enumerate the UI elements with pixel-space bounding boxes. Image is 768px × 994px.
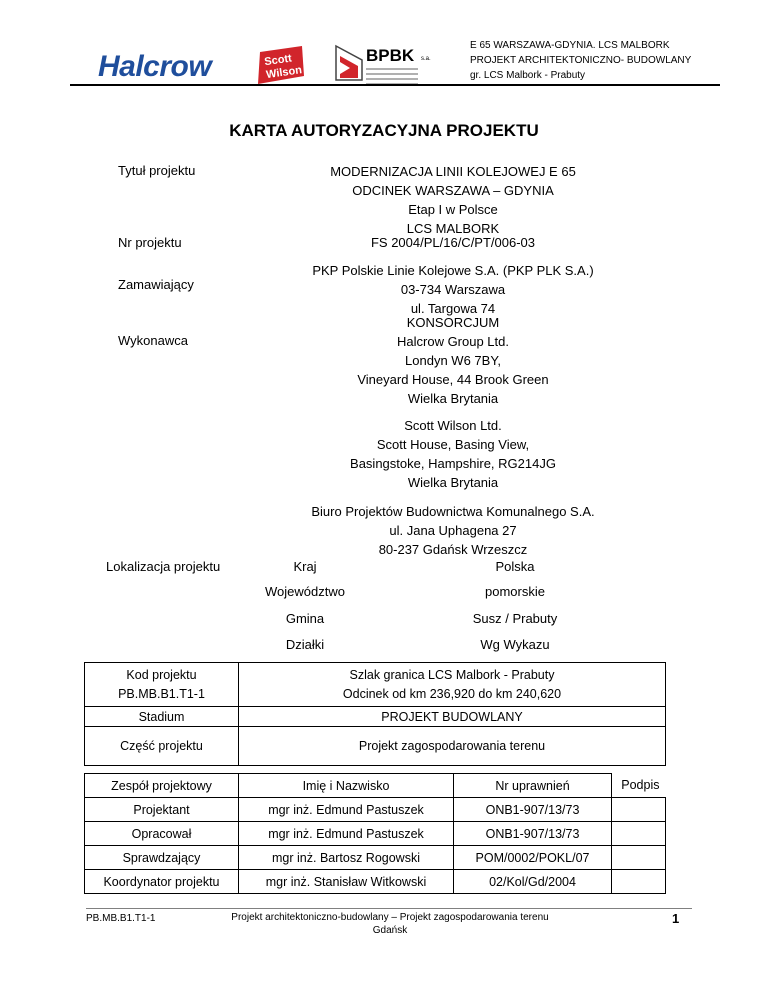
- team-cell: Sprawdzający: [85, 846, 239, 870]
- value-zamawiajacy: [253, 261, 653, 318]
- signature-cell: [612, 798, 666, 822]
- kod-value-line: Odcinek od km 236,920 do km 240,620: [342, 686, 562, 701]
- table-row: [85, 846, 666, 870]
- team-cell: ONB1-907/13/73: [454, 822, 612, 846]
- page-number: 1: [672, 911, 680, 926]
- czesc-label: Część projektu: [85, 727, 239, 766]
- halcrow-logo: Halcrow: [98, 50, 212, 83]
- lokalizacja-value: Susz / Prabuty: [472, 611, 558, 626]
- value-wykonawca-bpbk: [253, 502, 653, 559]
- bpbk-logo-suffix: s.a.: [421, 56, 431, 62]
- team-cell: ONB1-907/13/73: [454, 798, 612, 822]
- wykonawca-line: ul. Jana Uphagena 27: [389, 523, 517, 538]
- lokalizacja-value: Wg Wykazu: [480, 637, 550, 652]
- footer-desc-line: Projekt architektoniczno-budowlany – Projekt zagospodarowania terenu: [231, 912, 549, 923]
- wykonawca-line: Scott House, Basing View,: [376, 437, 530, 452]
- scott-wilson-logo: [256, 46, 306, 84]
- table-row: [85, 870, 666, 894]
- label-nr-projektu: Nr projektu: [118, 235, 182, 250]
- footer-divider: [86, 908, 692, 909]
- team-header-cell: Nr uprawnień: [454, 774, 612, 798]
- header-line-2: PROJEKT ARCHITEKTONICZNO- BUDOWLANY: [470, 55, 692, 66]
- header-line-3: gr. LCS Malbork - Prabuty: [470, 70, 586, 81]
- kod-label-text: Kod projektu: [126, 667, 197, 682]
- bpbk-logo-lines: [366, 65, 418, 85]
- table-row: [85, 798, 666, 822]
- team-cell: mgr inż. Edmund Pastuszek: [239, 798, 454, 822]
- label-wykonawca: Wykonawca: [118, 333, 188, 348]
- table-row: [85, 707, 666, 727]
- wykonawca-line: Biuro Projektów Budownictwa Komunalnego S.A.: [311, 504, 595, 519]
- wykonawca-line: Halcrow Group Ltd.: [397, 334, 509, 349]
- signature-cell: [612, 822, 666, 846]
- tytul-line: LCS MALBORK: [406, 221, 500, 236]
- footer-code: PB.MB.B1.T1-1: [86, 913, 156, 924]
- page-title: KARTA AUTORYZACYJNA PROJEKTU: [229, 121, 539, 140]
- table-row: [85, 727, 666, 766]
- wykonawca-line: Wielka Brytania: [407, 391, 499, 406]
- team-header-cell: Zespół projektowy: [85, 774, 239, 798]
- stadium-value: PROJEKT BUDOWLANY: [239, 707, 666, 727]
- bpbk-emblem-icon: [334, 44, 364, 82]
- tytul-line: MODERNIZACJA LINII KOLEJOWEJ E 65: [330, 164, 576, 179]
- value-nr-projektu: FS 2004/PL/16/C/PT/006-03: [370, 235, 536, 250]
- kod-value-line: Szlak granica LCS Malbork - Prabuty: [349, 667, 555, 682]
- label-lokalizacja: Lokalizacja projektu: [106, 559, 221, 574]
- team-header-cell: Imię i Nazwisko: [239, 774, 454, 798]
- wykonawca-line: Scott Wilson Ltd.: [404, 418, 502, 433]
- team-cell: mgr inż. Bartosz Rogowski: [239, 846, 454, 870]
- wykonawca-line: KONSORCJUM: [406, 315, 500, 330]
- lokalizacja-key: Gmina: [285, 611, 325, 626]
- wykonawca-line: Wielka Brytania: [407, 475, 499, 490]
- header-divider: [70, 84, 720, 86]
- signature-cell: [612, 870, 666, 894]
- wykonawca-line: Basingstoke, Hampshire, RG214JG: [350, 456, 556, 471]
- team-cell: Opracował: [85, 822, 239, 846]
- value-wykonawca-scott-wilson: [253, 416, 653, 492]
- lokalizacja-value: pomorskie: [485, 584, 545, 599]
- header-project-info: [470, 38, 691, 83]
- team-cell: 02/Kol/Gd/2004: [454, 870, 612, 894]
- kod-value-cell: [239, 663, 666, 707]
- kod-label-cell: [85, 663, 239, 707]
- lokalizacja-key: Działki: [285, 637, 325, 652]
- project-code-table: [84, 662, 666, 766]
- stadium-label: Stadium: [85, 707, 239, 727]
- label-tytul: Tytuł projektu: [118, 163, 196, 178]
- signature-cell: [612, 846, 666, 870]
- team-cell: mgr inż. Edmund Pastuszek: [239, 822, 454, 846]
- footer-desc-line: Gdańsk: [372, 925, 408, 936]
- footer-description: [200, 911, 580, 937]
- value-wykonawca-halcrow: [253, 313, 653, 408]
- team-cell: Koordynator projektu: [85, 870, 239, 894]
- team-cell: mgr inż. Stanisław Witkowski: [239, 870, 454, 894]
- table-row: [85, 822, 666, 846]
- team-header-cell: Podpis: [621, 778, 660, 793]
- table-header-row: [85, 774, 666, 798]
- bpbk-logo-text: BPBK: [366, 46, 415, 65]
- label-zamawiajacy: Zamawiający: [118, 277, 194, 292]
- team-cell: Projektant: [85, 798, 239, 822]
- zamawiajacy-line: ul. Targowa 74: [410, 301, 496, 316]
- scott-logo-text-2: Wilson: [265, 64, 303, 82]
- lokalizacja-key: Kraj: [293, 559, 317, 574]
- kod-label-code: PB.MB.B1.T1-1: [118, 686, 205, 701]
- tytul-line: Etap I w Polsce: [408, 202, 498, 217]
- zamawiajacy-line: 03-734 Warszawa: [400, 282, 506, 297]
- design-team-table: [84, 773, 666, 894]
- table-row: [85, 663, 666, 707]
- wykonawca-line: Londyn W6 7BY,: [405, 353, 501, 368]
- zamawiajacy-line: PKP Polskie Linie Kolejowe S.A. (PKP PLK S.A.): [312, 263, 594, 278]
- lokalizacja-value: Polska: [495, 559, 535, 574]
- wykonawca-line: 80-237 Gdańsk Wrzeszcz: [378, 542, 528, 557]
- value-tytul: [253, 162, 653, 238]
- header-line-1: E 65 WARSZAWA-GDYNIA. LCS MALBORK: [470, 40, 670, 51]
- team-cell: POM/0002/POKL/07: [454, 846, 612, 870]
- tytul-line: ODCINEK WARSZAWA – GDYNIA: [352, 183, 554, 198]
- scott-logo-text-1: Scott: [263, 52, 293, 69]
- czesc-value: Projekt zagospodarowania terenu: [239, 727, 666, 766]
- wykonawca-line: Vineyard House, 44 Brook Green: [357, 372, 549, 387]
- lokalizacja-key: Województwo: [265, 584, 345, 599]
